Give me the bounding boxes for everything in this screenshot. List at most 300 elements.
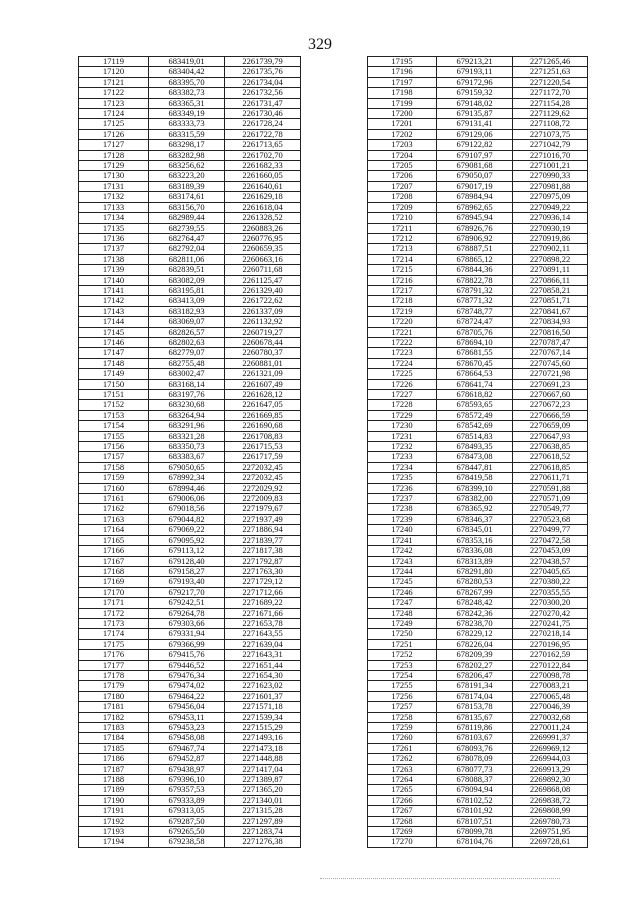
table-row	[79, 213, 301, 223]
table-row	[368, 421, 588, 431]
x-coordinate-cell: 683197,76	[149, 390, 225, 400]
point-number-cell: 17160	[79, 483, 149, 493]
x-coordinate-cell: 683413,09	[149, 296, 225, 306]
x-coordinate-cell: 678153,78	[437, 702, 513, 712]
x-coordinate-cell: 678174,04	[437, 691, 513, 701]
y-coordinate-cell: 2270936,14	[513, 213, 588, 223]
y-coordinate-cell: 2270858,21	[513, 285, 588, 295]
x-coordinate-cell: 679464,22	[149, 691, 225, 701]
table-row	[368, 775, 588, 785]
table-row	[79, 254, 301, 264]
point-number-cell: 17182	[79, 712, 149, 722]
point-number-cell: 17136	[79, 233, 149, 243]
table-row	[368, 244, 588, 254]
x-coordinate-cell: 678822,78	[437, 275, 513, 285]
y-coordinate-cell: 2270122,84	[513, 660, 588, 670]
y-coordinate-cell: 2270380,22	[513, 577, 588, 587]
y-coordinate-cell: 2261629,18	[225, 192, 301, 202]
table-row	[368, 504, 588, 514]
table-row	[79, 379, 301, 389]
point-number-cell: 17213	[368, 244, 437, 254]
point-number-cell: 17228	[368, 400, 437, 410]
y-coordinate-cell: 2261690,68	[225, 421, 301, 431]
y-coordinate-cell: 2270721,98	[513, 369, 588, 379]
y-coordinate-cell: 2271979,67	[225, 504, 301, 514]
y-coordinate-cell: 2271265,46	[513, 57, 588, 67]
x-coordinate-cell: 679303,66	[149, 618, 225, 628]
table-row	[368, 806, 588, 816]
table-row	[368, 233, 588, 243]
y-coordinate-cell: 2270270,42	[513, 608, 588, 618]
x-coordinate-cell: 678419,58	[437, 473, 513, 483]
x-coordinate-cell: 683383,67	[149, 452, 225, 462]
point-number-cell: 17245	[368, 577, 437, 587]
table-body-left	[79, 57, 301, 848]
x-coordinate-cell: 678705,76	[437, 327, 513, 337]
y-coordinate-cell: 2270405,65	[513, 566, 588, 576]
point-number-cell: 17232	[368, 442, 437, 452]
table-row	[79, 525, 301, 535]
table-row	[368, 150, 588, 160]
x-coordinate-cell: 679006,06	[149, 494, 225, 504]
x-coordinate-cell: 678346,37	[437, 514, 513, 524]
table-row	[79, 462, 301, 472]
table-row	[368, 119, 588, 129]
y-coordinate-cell: 2271340,01	[225, 795, 301, 805]
x-coordinate-cell: 682764,47	[149, 233, 225, 243]
x-coordinate-cell: 678077,73	[437, 764, 513, 774]
table-row	[368, 161, 588, 171]
x-coordinate-cell: 679357,53	[149, 785, 225, 795]
point-number-cell: 17264	[368, 775, 437, 785]
point-number-cell: 17249	[368, 618, 437, 628]
point-number-cell: 17190	[79, 795, 149, 805]
x-coordinate-cell: 683223,20	[149, 171, 225, 181]
x-coordinate-cell: 683082,09	[149, 275, 225, 285]
x-coordinate-cell: 678135,67	[437, 712, 513, 722]
table-row	[368, 639, 588, 649]
y-coordinate-cell: 2261734,04	[225, 77, 301, 87]
point-number-cell: 17215	[368, 265, 437, 275]
y-coordinate-cell: 2270355,55	[513, 587, 588, 597]
table-row	[368, 410, 588, 420]
table-row	[368, 764, 588, 774]
point-number-cell: 17237	[368, 494, 437, 504]
table-row	[79, 816, 301, 826]
table-row	[368, 785, 588, 795]
table-row	[368, 577, 588, 587]
table-row	[79, 88, 301, 98]
y-coordinate-cell: 2271042,79	[513, 140, 588, 150]
table-row	[368, 754, 588, 764]
point-number-cell: 17119	[79, 57, 149, 67]
x-coordinate-cell: 679264,78	[149, 608, 225, 618]
point-number-cell: 17152	[79, 400, 149, 410]
point-number-cell: 17247	[368, 598, 437, 608]
table-row	[79, 837, 301, 847]
point-number-cell: 17222	[368, 337, 437, 347]
x-coordinate-cell: 678101,92	[437, 806, 513, 816]
table-row	[79, 348, 301, 358]
x-coordinate-cell: 678103,67	[437, 733, 513, 743]
point-number-cell: 17207	[368, 181, 437, 191]
y-coordinate-cell: 2260881,01	[225, 358, 301, 368]
y-coordinate-cell: 2261132,92	[225, 317, 301, 327]
x-coordinate-cell: 678119,86	[437, 723, 513, 733]
y-coordinate-cell: 2271220,54	[513, 77, 588, 87]
point-number-cell: 17122	[79, 88, 149, 98]
x-coordinate-cell: 678280,53	[437, 577, 513, 587]
y-coordinate-cell: 2271539,34	[225, 712, 301, 722]
x-coordinate-cell: 678353,16	[437, 535, 513, 545]
table-row	[368, 254, 588, 264]
point-number-cell: 17145	[79, 327, 149, 337]
y-coordinate-cell: 2272032,45	[225, 473, 301, 483]
x-coordinate-cell: 679095,92	[149, 535, 225, 545]
table-row	[79, 691, 301, 701]
table-row	[368, 109, 588, 119]
point-number-cell: 17227	[368, 390, 437, 400]
point-number-cell: 17270	[368, 837, 437, 847]
x-coordinate-cell: 678209,39	[437, 650, 513, 660]
x-coordinate-cell: 683069,07	[149, 317, 225, 327]
table-row	[368, 327, 588, 337]
table-row	[79, 400, 301, 410]
y-coordinate-cell: 2270949,22	[513, 202, 588, 212]
x-coordinate-cell: 678681,55	[437, 348, 513, 358]
y-coordinate-cell: 2270851,71	[513, 296, 588, 306]
table-row	[368, 317, 588, 327]
point-number-cell: 17191	[79, 806, 149, 816]
point-number-cell: 17219	[368, 306, 437, 316]
point-number-cell: 17251	[368, 639, 437, 649]
y-coordinate-cell: 2261713,65	[225, 140, 301, 150]
y-coordinate-cell: 2270745,60	[513, 358, 588, 368]
point-number-cell: 17218	[368, 296, 437, 306]
y-coordinate-cell: 2261337,09	[225, 306, 301, 316]
table-row	[368, 77, 588, 87]
x-coordinate-cell: 679128,40	[149, 556, 225, 566]
y-coordinate-cell: 2271493,16	[225, 733, 301, 743]
x-coordinate-cell: 682792,04	[149, 244, 225, 254]
x-coordinate-cell: 683230,68	[149, 400, 225, 410]
table-row	[79, 639, 301, 649]
point-number-cell: 17146	[79, 337, 149, 347]
table-row	[79, 181, 301, 191]
table-row	[79, 306, 301, 316]
y-coordinate-cell: 2270300,20	[513, 598, 588, 608]
y-coordinate-cell: 2270898,22	[513, 254, 588, 264]
point-number-cell: 17149	[79, 369, 149, 379]
y-coordinate-cell: 2270841,67	[513, 306, 588, 316]
point-number-cell: 17156	[79, 442, 149, 452]
x-coordinate-cell: 679018,56	[149, 504, 225, 514]
y-coordinate-cell: 2271671,66	[225, 608, 301, 618]
y-coordinate-cell: 2270162,59	[513, 650, 588, 660]
y-coordinate-cell: 2271763,30	[225, 566, 301, 576]
point-number-cell: 17144	[79, 317, 149, 327]
table-row	[79, 421, 301, 431]
y-coordinate-cell: 2269728,61	[513, 837, 588, 847]
x-coordinate-cell: 679081,68	[437, 161, 513, 171]
x-coordinate-cell: 679438,97	[149, 764, 225, 774]
point-number-cell: 17204	[368, 150, 437, 160]
y-coordinate-cell: 2261722,62	[225, 296, 301, 306]
x-coordinate-cell: 678724,47	[437, 317, 513, 327]
point-number-cell: 17262	[368, 754, 437, 764]
point-number-cell: 17157	[79, 452, 149, 462]
y-coordinate-cell: 2270990,33	[513, 171, 588, 181]
y-coordinate-cell: 2270981,88	[513, 181, 588, 191]
x-coordinate-cell: 679113,12	[149, 546, 225, 556]
table-row	[79, 785, 301, 795]
table-row	[368, 129, 588, 139]
y-coordinate-cell: 2271276,38	[225, 837, 301, 847]
x-coordinate-cell: 678313,89	[437, 556, 513, 566]
x-coordinate-cell: 679415,76	[149, 650, 225, 660]
point-number-cell: 17199	[368, 98, 437, 108]
point-number-cell: 17208	[368, 192, 437, 202]
x-coordinate-cell: 678771,32	[437, 296, 513, 306]
point-number-cell: 17159	[79, 473, 149, 483]
table-row	[368, 827, 588, 837]
y-coordinate-cell: 2271886,94	[225, 525, 301, 535]
y-coordinate-cell: 2271571,18	[225, 702, 301, 712]
x-coordinate-cell: 678104,76	[437, 837, 513, 847]
point-number-cell: 17171	[79, 598, 149, 608]
table-row	[368, 473, 588, 483]
x-coordinate-cell: 679453,23	[149, 723, 225, 733]
point-number-cell: 17248	[368, 608, 437, 618]
y-coordinate-cell: 2271651,44	[225, 660, 301, 670]
x-coordinate-cell: 678641,74	[437, 379, 513, 389]
y-coordinate-cell: 2270065,48	[513, 691, 588, 701]
x-coordinate-cell: 678291,80	[437, 566, 513, 576]
table-row	[368, 285, 588, 295]
y-coordinate-cell: 2271315,28	[225, 806, 301, 816]
y-coordinate-cell: 2261647,05	[225, 400, 301, 410]
point-number-cell: 17165	[79, 535, 149, 545]
point-number-cell: 17250	[368, 629, 437, 639]
x-coordinate-cell: 679135,87	[437, 109, 513, 119]
y-coordinate-cell: 2270453,09	[513, 546, 588, 556]
y-coordinate-cell: 2270659,09	[513, 421, 588, 431]
y-coordinate-cell: 2271817,38	[225, 546, 301, 556]
point-number-cell: 17163	[79, 514, 149, 524]
y-coordinate-cell: 2261328,52	[225, 213, 301, 223]
x-coordinate-cell: 683321,28	[149, 431, 225, 441]
table-row	[368, 608, 588, 618]
point-number-cell: 17257	[368, 702, 437, 712]
table-row	[368, 691, 588, 701]
point-number-cell: 17256	[368, 691, 437, 701]
point-number-cell: 17266	[368, 795, 437, 805]
table-row	[79, 223, 301, 233]
point-number-cell: 17241	[368, 535, 437, 545]
y-coordinate-cell: 2260659,35	[225, 244, 301, 254]
coordinates-table-right	[367, 56, 588, 848]
x-coordinate-cell: 683315,59	[149, 129, 225, 139]
table-row	[368, 660, 588, 670]
x-coordinate-cell: 678865,12	[437, 254, 513, 264]
x-coordinate-cell: 678984,94	[437, 192, 513, 202]
table-row	[79, 566, 301, 576]
table-row	[79, 150, 301, 160]
y-coordinate-cell: 2269751,95	[513, 827, 588, 837]
y-coordinate-cell: 2269991,37	[513, 733, 588, 743]
table-row	[79, 358, 301, 368]
x-coordinate-cell: 683002,47	[149, 369, 225, 379]
y-coordinate-cell: 2260719,27	[225, 327, 301, 337]
x-coordinate-cell: 679242,51	[149, 598, 225, 608]
point-number-cell: 17210	[368, 213, 437, 223]
x-coordinate-cell: 683298,17	[149, 140, 225, 150]
point-number-cell: 17201	[368, 119, 437, 129]
table-row	[368, 681, 588, 691]
table-row	[368, 743, 588, 753]
x-coordinate-cell: 683350,73	[149, 442, 225, 452]
table-row	[368, 795, 588, 805]
x-coordinate-cell: 679213,21	[437, 57, 513, 67]
y-coordinate-cell: 2261640,61	[225, 181, 301, 191]
table-row	[368, 140, 588, 150]
point-number-cell: 17179	[79, 681, 149, 691]
x-coordinate-cell: 679158,27	[149, 566, 225, 576]
table-row	[368, 712, 588, 722]
x-coordinate-cell: 679467,74	[149, 743, 225, 753]
table-row	[79, 57, 301, 67]
y-coordinate-cell: 2272029,92	[225, 483, 301, 493]
point-number-cell: 17197	[368, 77, 437, 87]
table-row	[368, 837, 588, 847]
point-number-cell: 17121	[79, 77, 149, 87]
point-number-cell: 17230	[368, 421, 437, 431]
y-coordinate-cell: 2261717,59	[225, 452, 301, 462]
y-coordinate-cell: 2270691,23	[513, 379, 588, 389]
y-coordinate-cell: 2261708,83	[225, 431, 301, 441]
point-number-cell: 17205	[368, 161, 437, 171]
y-coordinate-cell: 2270571,09	[513, 494, 588, 504]
y-coordinate-cell: 2270866,11	[513, 275, 588, 285]
table-row	[79, 390, 301, 400]
point-number-cell: 17188	[79, 775, 149, 785]
table-row	[79, 723, 301, 733]
table-row	[79, 660, 301, 670]
point-number-cell: 17143	[79, 306, 149, 316]
table-row	[79, 494, 301, 504]
y-coordinate-cell: 2270011,24	[513, 723, 588, 733]
x-coordinate-cell: 682755,48	[149, 358, 225, 368]
y-coordinate-cell: 2260711,68	[225, 265, 301, 275]
x-coordinate-cell: 678962,65	[437, 202, 513, 212]
y-coordinate-cell: 2269808,99	[513, 806, 588, 816]
point-number-cell: 17173	[79, 618, 149, 628]
point-number-cell: 17150	[79, 379, 149, 389]
point-number-cell: 17187	[79, 764, 149, 774]
y-coordinate-cell: 2271073,75	[513, 129, 588, 139]
point-number-cell: 17166	[79, 546, 149, 556]
x-coordinate-cell: 679217,70	[149, 587, 225, 597]
x-coordinate-cell: 678618,82	[437, 390, 513, 400]
table-row	[79, 67, 301, 77]
point-number-cell: 17127	[79, 140, 149, 150]
y-coordinate-cell: 2271601,37	[225, 691, 301, 701]
point-number-cell: 17268	[368, 816, 437, 826]
point-number-cell: 17172	[79, 608, 149, 618]
y-coordinate-cell: 2261731,47	[225, 98, 301, 108]
x-coordinate-cell: 682739,55	[149, 223, 225, 233]
point-number-cell: 17221	[368, 327, 437, 337]
point-number-cell: 17140	[79, 275, 149, 285]
x-coordinate-cell: 678664,53	[437, 369, 513, 379]
x-coordinate-cell: 683182,93	[149, 306, 225, 316]
x-coordinate-cell: 679474,02	[149, 681, 225, 691]
point-number-cell: 17255	[368, 681, 437, 691]
y-coordinate-cell: 2269944,03	[513, 754, 588, 764]
table-row	[79, 483, 301, 493]
table-row	[368, 400, 588, 410]
table-row	[79, 650, 301, 660]
table-row	[368, 348, 588, 358]
y-coordinate-cell: 2260780,37	[225, 348, 301, 358]
y-coordinate-cell: 2261715,53	[225, 442, 301, 452]
point-number-cell: 17170	[79, 587, 149, 597]
y-coordinate-cell: 2270767,14	[513, 348, 588, 358]
point-number-cell: 17252	[368, 650, 437, 660]
point-number-cell: 17161	[79, 494, 149, 504]
x-coordinate-cell: 683264,94	[149, 410, 225, 420]
point-number-cell: 17261	[368, 743, 437, 753]
y-coordinate-cell: 2270787,47	[513, 337, 588, 347]
point-number-cell: 17260	[368, 733, 437, 743]
point-number-cell: 17181	[79, 702, 149, 712]
y-coordinate-cell: 2261660,05	[225, 171, 301, 181]
y-coordinate-cell: 2260883,26	[225, 223, 301, 233]
table-row	[79, 98, 301, 108]
y-coordinate-cell: 2269913,29	[513, 764, 588, 774]
point-number-cell: 17240	[368, 525, 437, 535]
x-coordinate-cell: 683349,19	[149, 109, 225, 119]
y-coordinate-cell: 2270549,77	[513, 504, 588, 514]
table-row	[368, 275, 588, 285]
y-coordinate-cell: 2261730,46	[225, 109, 301, 119]
point-number-cell: 17123	[79, 98, 149, 108]
x-coordinate-cell: 682826,57	[149, 327, 225, 337]
x-coordinate-cell: 678992,34	[149, 473, 225, 483]
x-coordinate-cell: 679452,87	[149, 754, 225, 764]
y-coordinate-cell: 2270523,68	[513, 514, 588, 524]
table-row	[368, 525, 588, 535]
y-coordinate-cell: 2261682,33	[225, 161, 301, 171]
y-coordinate-cell: 2269838,72	[513, 795, 588, 805]
y-coordinate-cell: 2270919,86	[513, 233, 588, 243]
y-coordinate-cell: 2270196,95	[513, 639, 588, 649]
point-number-cell: 17148	[79, 358, 149, 368]
point-number-cell: 17131	[79, 181, 149, 191]
point-number-cell: 17220	[368, 317, 437, 327]
table-row	[79, 598, 301, 608]
y-coordinate-cell: 2271473,18	[225, 743, 301, 753]
y-coordinate-cell: 2270618,85	[513, 462, 588, 472]
point-number-cell: 17132	[79, 192, 149, 202]
point-number-cell: 17200	[368, 109, 437, 119]
table-row	[79, 546, 301, 556]
y-coordinate-cell: 2261702,70	[225, 150, 301, 160]
y-coordinate-cell: 2272009,83	[225, 494, 301, 504]
table-row	[79, 119, 301, 129]
point-number-cell: 17239	[368, 514, 437, 524]
y-coordinate-cell: 2270046,39	[513, 702, 588, 712]
